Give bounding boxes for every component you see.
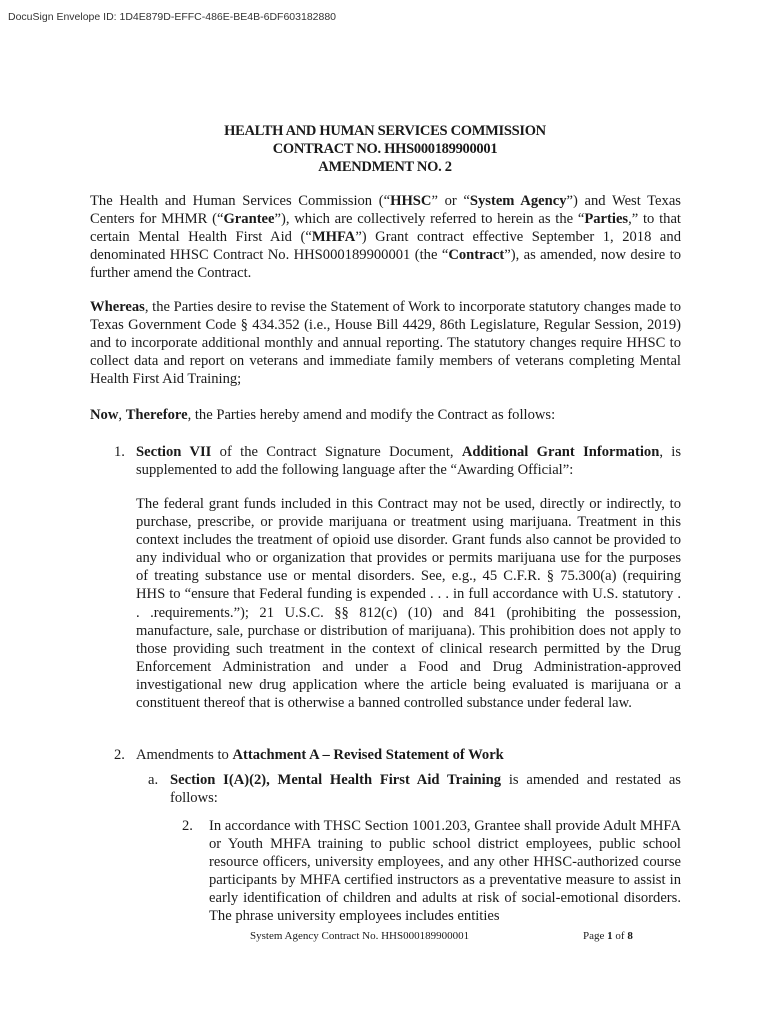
heading-agency: HEALTH AND HUMAN SERVICES COMMISSION [224,123,546,139]
item-2-bold: Attachment A – Revised Statement of Work [232,747,504,763]
subitem-a-bold: Section I(A)(2), Mental Health First Aid Training [170,772,502,788]
item-1-span: , is supplemented to add the following language after the “Awarding Official”: [136,444,682,479]
intro-text: ”) and West Texas Centers for MHMR (“ [90,193,681,228]
footer-page-number: 1 [607,930,613,942]
footer-page-total: 8 [627,930,633,942]
subitem-2-number: 2. [182,818,193,834]
item-1-body: The federal grant funds included in this Contract may not be used, directly or indirectly, to purchase, prescribe, or provide marijuana or treatment using marijuana. Treatment in this context includes the treatment of opioid use disorder. Grant funds also cannot be provided to any individual who or organization that provides or permits marijuana use for the purposes of treating substance use or mental disorders. See, e.g., 45 C.F.R. § 75.300(a) (requiring HHS to “ensure that Federal funding is expended . . . in full accordance with U.S. statutory . . .requirements.”); 21 U.S.C. §§ 812(c) (10) and 841 (prohibiting the possession, manufacture, sale, purchase or distribution of marijuana). This prohibition does not apply to those providing such treatment in the context of clinical research permitted by the Drug Enforcement Administration and under a Food and Drug Administration-approved investigational new drug application where the article being evaluated is marijuana or a constituent thereof that is otherwise a banned controlled substance under federal law. [136,496,681,712]
item-1-bold: Section VII [136,444,212,460]
now-bold: Now [90,407,119,423]
intro-text: ” or “ [431,193,470,209]
whereas-bold: Whereas [90,299,145,315]
intro-bold: Contract [448,247,505,264]
subitem-a-text [170,771,681,807]
intro-text: ”), as amended, now desire to further amend the Contract. [90,247,681,282]
intro-text: ”), which are collectively referred to herein as the “ [274,211,585,228]
item-2-span: Amendments to [136,747,233,763]
docusign-envelope-id: DocuSign Envelope ID: 1D4E879D-EFFC-486E-BE4B-6DF603182880 [8,11,337,23]
intro-text: ”) Grant contract effective September 1, 2018 and denominated HHSC Contract No. HHS000189900001 (the “ [90,229,682,264]
now-therefore-paragraph [90,406,681,424]
heading-contract-number: CONTRACT NO. HHS000189900001 [272,141,498,157]
now-text: , the Parties hereby amend and modify the Contract as follows: [187,407,556,423]
intro-bold: MHFA [311,229,356,246]
item-1-text [136,443,681,479]
item-1-span: of the Contract Signature Document, [211,444,462,460]
intro-bold: System Agency [469,193,567,209]
item-2-number: 2. [114,747,125,763]
subitem-a-span: is amended and restated as follows: [170,772,681,807]
footer-contract-number: System Agency Contract No. HHS000189900001 [250,930,470,942]
heading-amendment: AMENDMENT NO. 2 [318,159,452,175]
subitem-a-letter: a. [148,772,159,788]
document-heading [0,122,770,176]
intro-paragraph [90,192,681,282]
now-text: , [118,407,126,423]
footer-page-label: Page [583,930,608,942]
intro-text: The Health and Human Services Commission (“ [90,193,391,209]
footer-page-indicator [583,929,633,943]
intro-bold: Grantee [223,211,275,228]
footer-of-label: of [612,930,628,942]
intro-bold: HHSC [390,193,432,209]
whereas-text: , the Parties desire to revise the Statement of Work to incorporate statutory changes made to Texas Government Code § 434.352 (i.e., House Bill 4429, 86th Legislature, Regular Session, 2019) and to incorporate additional monthly and annual reporting. The statutory changes require HHSC to collect data and report on veterans and immediate family members of veterans completing Mental Health First Aid Training; [90,299,681,388]
item-1-number: 1. [114,444,125,460]
subitem-2-text: In accordance with THSC Section 1001.203, Grantee shall provide Adult MHFA or Youth MHFA training to public school district employees, public school resource officers, university employees, and any other HHSC-authorized course participants by MHFA certified instructors as a preventative measure to assist in early identification of children and adults at risk of social-emotional disorders. The phrase university employees includes entities [209,818,681,925]
item-1-bold: Additional Grant Information [461,444,660,460]
intro-bold: Parties [584,211,629,228]
whereas-paragraph [90,298,681,388]
item-2-text [136,746,681,764]
now-bold: Therefore [125,407,188,423]
intro-text: ,” to that certain Mental Health First Aid (“ [90,211,681,246]
